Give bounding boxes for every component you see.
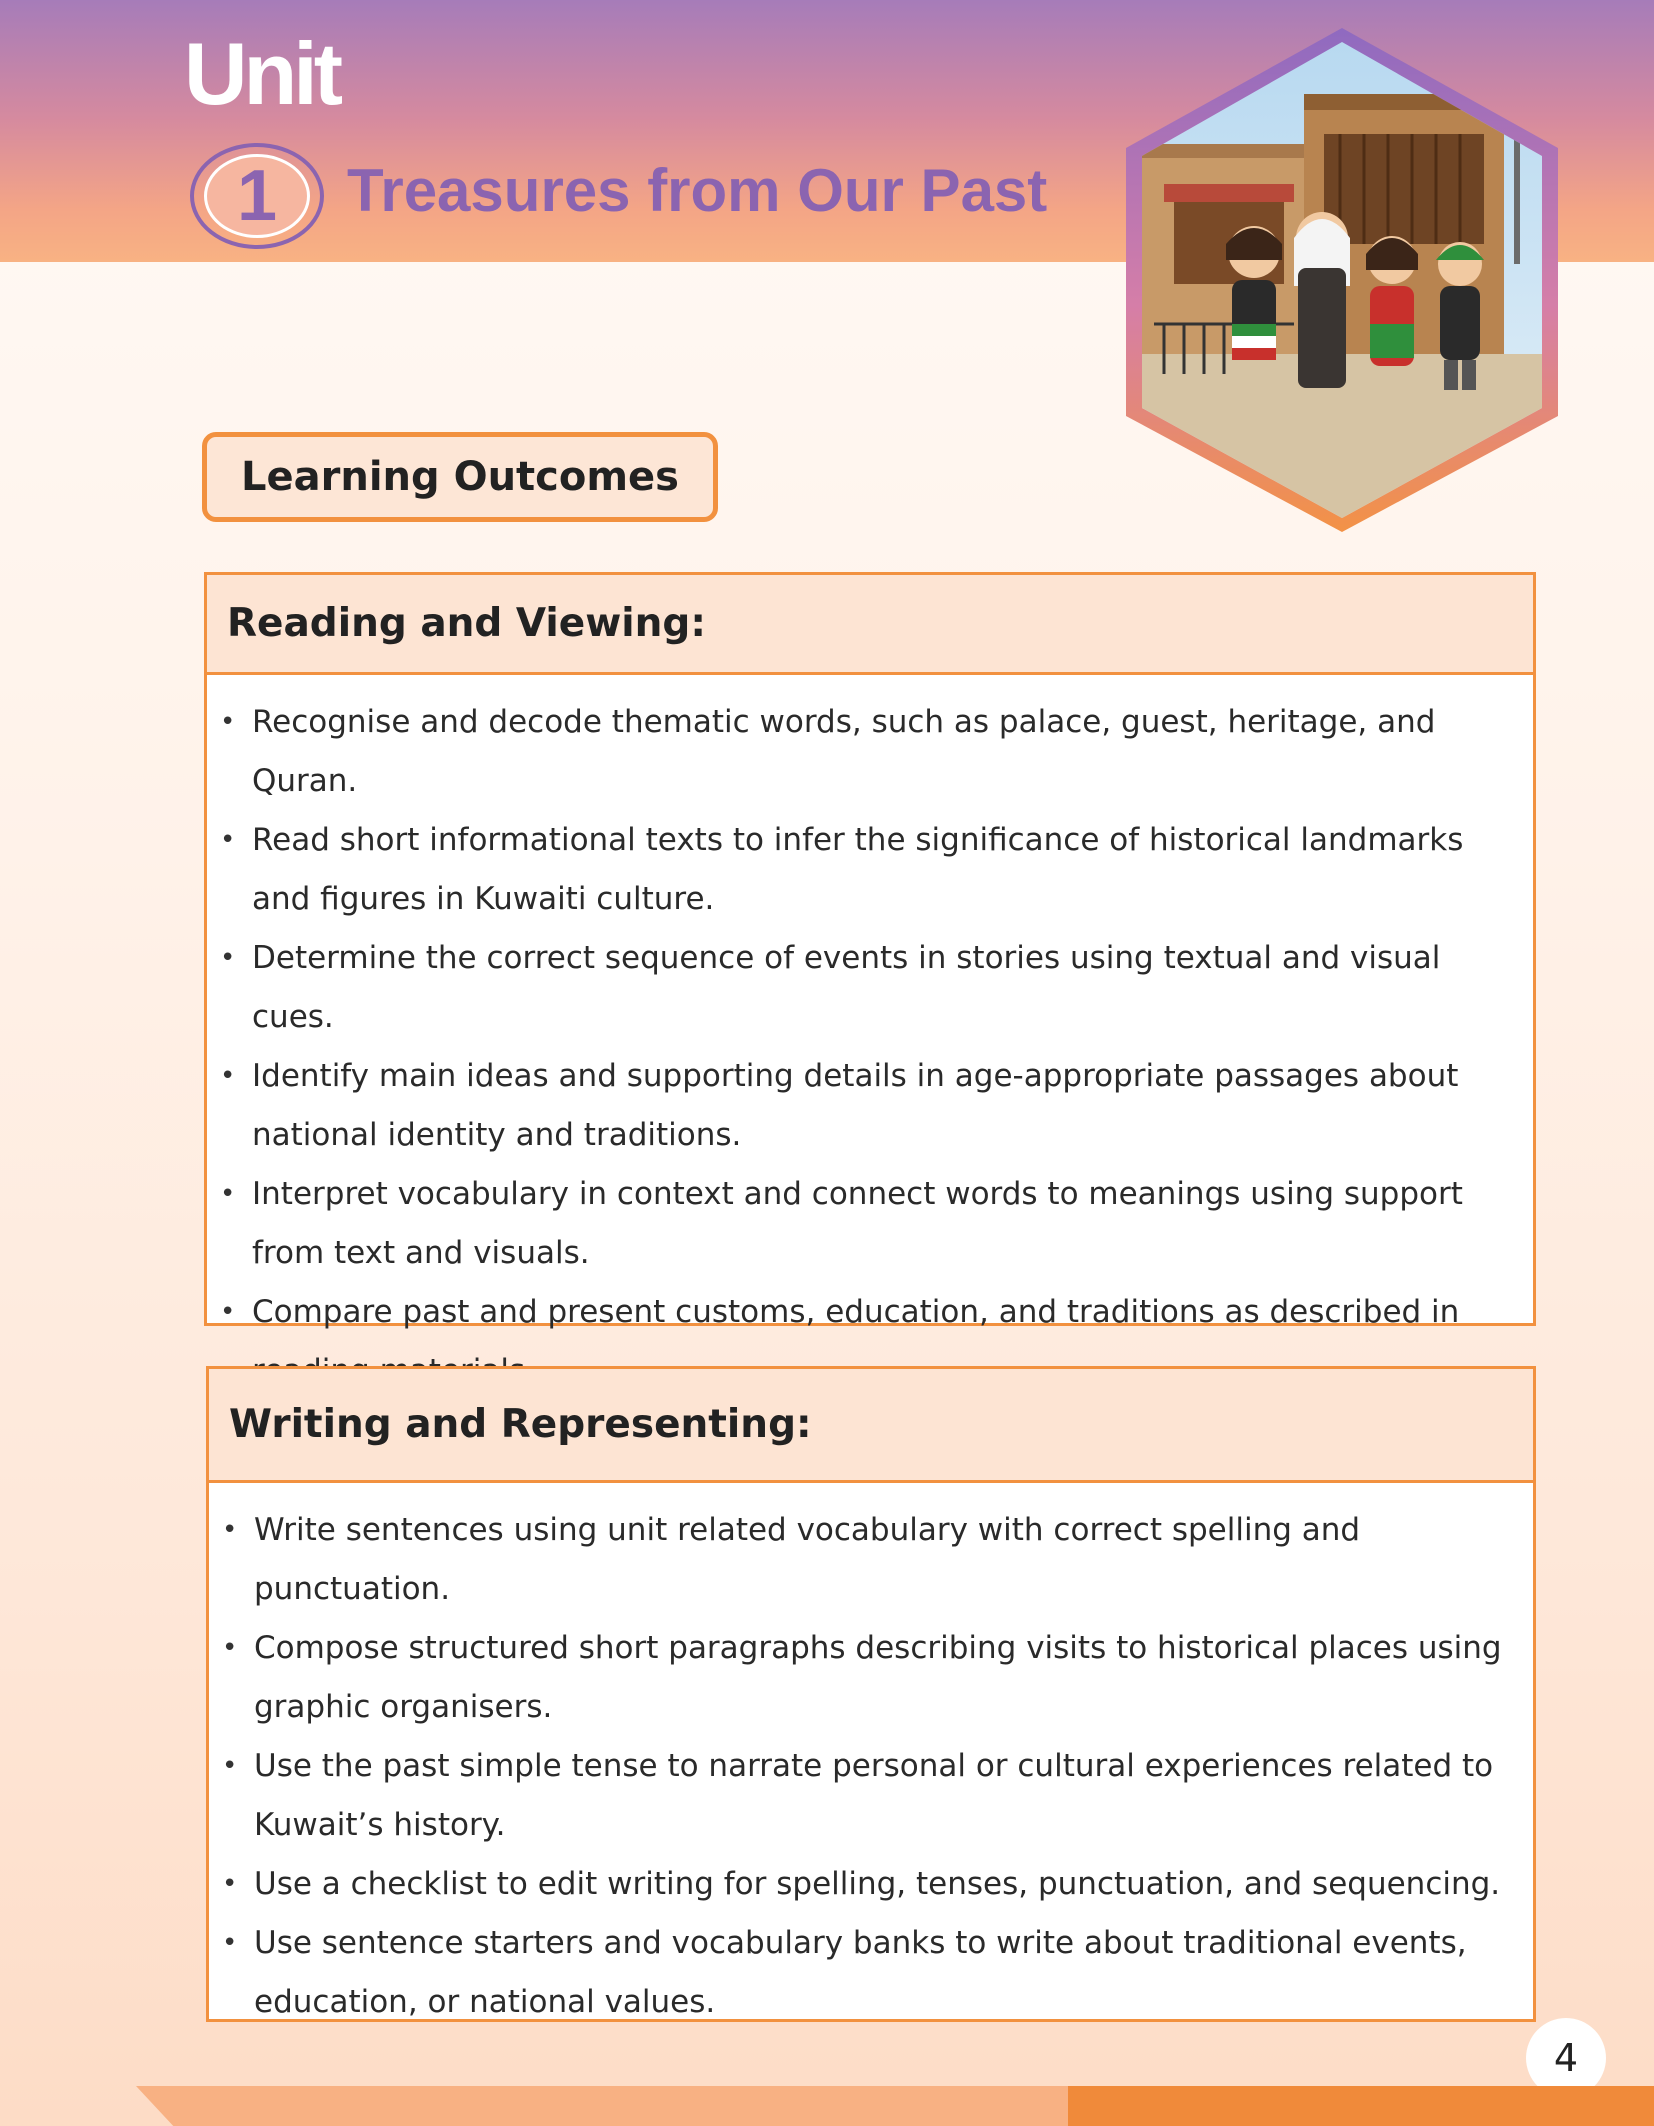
bullet-icon: • bbox=[220, 943, 236, 973]
bullet-icon: • bbox=[222, 1928, 238, 1958]
unit-label: Unit bbox=[184, 24, 340, 123]
outcome-text: Use a checklist to edit writing for spelling, tenses, punctuation, and sequencing. bbox=[254, 1866, 1501, 1902]
list-item bbox=[209, 1501, 1533, 1619]
unit-number: 1 bbox=[204, 154, 310, 238]
learning-outcomes-label: Learning Outcomes bbox=[202, 432, 718, 522]
bullet-icon: • bbox=[220, 707, 236, 737]
outcome-text: Read short informational texts to infer the significance of historical landmarks and figures in Kuwaiti culture. bbox=[252, 822, 1464, 917]
writing-outcomes-list bbox=[209, 1483, 1533, 2032]
awning bbox=[1164, 184, 1294, 202]
page-number: 4 bbox=[1526, 2018, 1606, 2098]
bullet-icon: • bbox=[220, 1297, 236, 1327]
list-item bbox=[209, 1855, 1533, 1914]
unit-title: Treasures from Our Past bbox=[347, 157, 1048, 224]
bullet-icon: • bbox=[222, 1751, 238, 1781]
list-item bbox=[209, 1737, 1533, 1855]
reading-viewing-panel bbox=[204, 572, 1536, 1330]
footer-band-right bbox=[1068, 2086, 1654, 2126]
list-item bbox=[207, 693, 1533, 811]
outcome-text: Use the past simple tense to narrate personal or cultural experiences related to Kuwait’s history. bbox=[254, 1748, 1494, 1843]
outcome-text: Write sentences using unit related vocabulary with correct spelling and punctuation. bbox=[254, 1512, 1361, 1607]
bullet-icon: • bbox=[220, 825, 236, 855]
outcome-text: Compose structured short paragraphs describing visits to historical places using graphic organisers. bbox=[254, 1630, 1502, 1725]
heritage-illustration bbox=[1114, 24, 1570, 534]
reading-outcomes-list bbox=[207, 675, 1533, 1401]
list-item bbox=[209, 1914, 1533, 2032]
list-item bbox=[207, 811, 1533, 929]
flag-icon bbox=[1520, 68, 1564, 78]
list-item bbox=[207, 1047, 1533, 1165]
outcome-text: Interpret vocabulary in context and connect words to meanings using support from text and visuals. bbox=[252, 1176, 1463, 1271]
writing-representing-heading: Writing and Representing: bbox=[209, 1369, 1533, 1483]
outcome-text: Identify main ideas and supporting details in age-appropriate passages about national identity and traditions. bbox=[252, 1058, 1459, 1153]
list-item bbox=[207, 929, 1533, 1047]
bullet-icon: • bbox=[222, 1633, 238, 1663]
outcome-text: Recognise and decode thematic words, such as palace, guest, heritage, and Quran. bbox=[252, 704, 1436, 799]
reading-viewing-heading: Reading and Viewing: bbox=[207, 575, 1533, 675]
bullet-icon: • bbox=[222, 1869, 238, 1899]
footer-band-left bbox=[136, 2086, 1068, 2126]
outcome-text: Use sentence starters and vocabulary banks to write about traditional events, education, or national values. bbox=[254, 1925, 1467, 2020]
list-item bbox=[207, 1165, 1533, 1283]
outcome-text: Determine the correct sequence of events in stories using textual and visual cues. bbox=[252, 940, 1441, 1035]
writing-representing-panel bbox=[206, 1366, 1536, 2022]
outcome-text: Compare past and present customs, education, and traditions as described in bbox=[252, 1294, 1460, 1330]
bullet-icon: • bbox=[220, 1061, 236, 1091]
bullet-icon: • bbox=[222, 1515, 238, 1545]
bullet-icon: • bbox=[220, 1179, 236, 1209]
list-item bbox=[209, 1619, 1533, 1737]
unit-number-badge bbox=[190, 143, 324, 249]
